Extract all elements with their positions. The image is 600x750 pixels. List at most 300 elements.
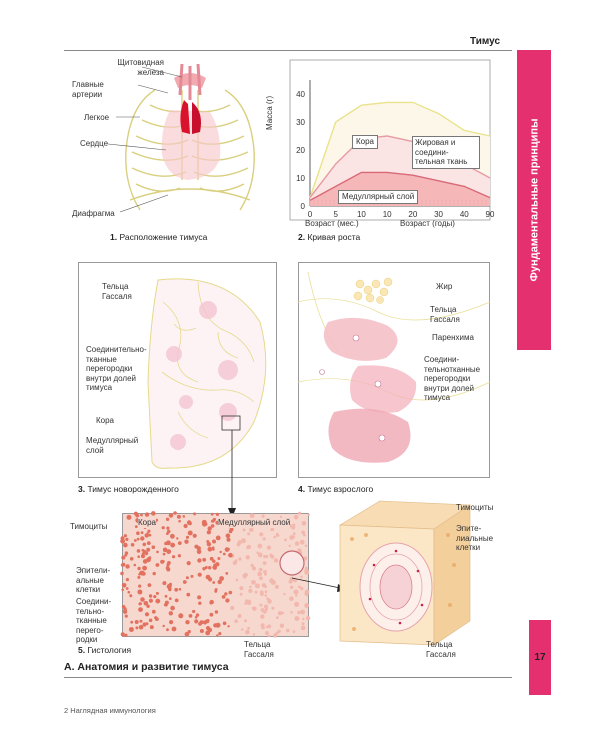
- thymocyte-cell: [137, 555, 140, 558]
- thymocyte-cell: [197, 595, 201, 599]
- thymocyte-cell: [212, 540, 216, 544]
- side-tab-label: Фундаментальные принципы: [528, 118, 541, 282]
- thymocyte-cell: [294, 515, 299, 520]
- thymocyte-cell: [212, 581, 215, 584]
- thymocyte-cell: [146, 605, 149, 608]
- thymocyte-cell: [268, 635, 271, 638]
- thymocyte-cell: [249, 527, 254, 532]
- fig5-label-epithelial: Эпители-альные клетки: [76, 566, 111, 594]
- chart-x-tick: 0: [307, 210, 313, 219]
- thymocyte-cell: [265, 631, 269, 635]
- thymocyte-cell: [169, 513, 174, 518]
- thymocyte-cell: [300, 540, 305, 545]
- thymocyte-cell: [229, 591, 233, 595]
- thymocyte-cell: [306, 616, 310, 620]
- thymocyte-cell: [150, 625, 154, 629]
- thymocyte-cell: [251, 564, 254, 567]
- thymocyte-cell: [295, 594, 297, 596]
- thymocyte-cell: [228, 553, 233, 558]
- thymocyte-cell: [145, 512, 149, 516]
- thymocyte-cell: [138, 585, 141, 588]
- thymocyte-cell: [198, 602, 201, 605]
- thymocyte-cell: [142, 567, 144, 569]
- thymocyte-cell: [124, 534, 127, 537]
- chart-x-tick: 40: [459, 210, 469, 219]
- thymocyte-cell: [173, 511, 177, 515]
- thymocyte-cell: [188, 531, 193, 536]
- thymocyte-cell: [212, 548, 215, 551]
- thymocyte-cell: [162, 526, 165, 529]
- thymocyte-cell: [120, 539, 125, 544]
- thymocyte-cell: [183, 515, 186, 518]
- thymocyte-cell: [142, 549, 145, 552]
- page-number: 17: [534, 652, 546, 663]
- thymocyte-cell: [169, 583, 172, 586]
- fig1-caption: [110, 232, 207, 242]
- fig1-caption-text: Расположение тимуса: [119, 232, 208, 242]
- thymocyte-cell: [145, 533, 149, 537]
- thymocyte-cell: [130, 557, 134, 561]
- thymocyte-cell: [178, 554, 181, 557]
- chart-x-tick: 90: [485, 210, 495, 219]
- thymocyte-cell: [265, 590, 268, 593]
- fig6-label-thymocytes: Тимоциты: [456, 503, 494, 512]
- thymocyte-cell: [216, 634, 218, 636]
- thymocyte-cell: [125, 564, 129, 568]
- thymocyte-cell: [259, 577, 263, 581]
- thymocyte-cell: [217, 557, 220, 560]
- thymocyte-cell: [169, 611, 173, 615]
- thymocyte-cell: [263, 555, 266, 558]
- thymocyte-cell: [211, 524, 215, 528]
- fig4-caption: [298, 484, 373, 494]
- label-thyroid: Щитовидная железа: [117, 58, 164, 77]
- thymocyte-cell: [218, 632, 221, 635]
- thymocyte-cell: [263, 561, 267, 565]
- thymocyte-cell: [302, 521, 307, 526]
- fig3-label-cortex: Кора: [96, 416, 115, 425]
- fig2-caption: [298, 232, 360, 242]
- thymocyte-cell: [242, 574, 247, 579]
- thymocyte-cell: [236, 579, 239, 582]
- fig5-label-cortex: Кора: [138, 518, 157, 527]
- thymocyte-cell: [276, 616, 279, 619]
- thymocyte-cell: [186, 576, 189, 579]
- thymocyte-cell: [162, 581, 166, 585]
- thymocyte-cell: [196, 613, 199, 616]
- thymocyte-cell: [147, 541, 151, 545]
- thymocyte-cell: [163, 625, 165, 627]
- thymocyte-cell: [246, 555, 250, 559]
- thymocyte-cell: [153, 595, 156, 598]
- thymocyte-cell: [165, 595, 168, 598]
- thymocyte-cell: [166, 527, 169, 530]
- thymocyte-cell: [127, 515, 132, 520]
- thymocyte-cell: [297, 611, 300, 614]
- thymocyte-cell: [176, 537, 178, 539]
- chart-x-tick: 5: [333, 210, 338, 219]
- fig5-label-medulla: Медуллярный слой: [218, 518, 291, 527]
- fig5-label-septa: Соедини-тельно-тканные перего-родки: [76, 597, 112, 644]
- fig5-caption-num: 5.: [78, 645, 86, 655]
- chart-y-tick: 0: [300, 202, 305, 211]
- thymocyte-cell: [288, 545, 290, 547]
- thymocyte-cell: [271, 607, 274, 610]
- fig3-label-medulla: Медуллярный слой: [86, 436, 139, 455]
- thymocyte-cell: [172, 555, 175, 558]
- chart-x-tick: 30: [434, 210, 444, 219]
- thymocyte-cell: [134, 539, 137, 542]
- fig6-label-hassall: Тельца Гассаля: [426, 640, 456, 659]
- fig3-caption: [78, 484, 179, 494]
- thymocyte-cell: [135, 626, 138, 629]
- thymocyte-cell: [149, 534, 152, 537]
- thymocyte-cell: [260, 614, 264, 618]
- thymocyte-cell: [137, 590, 142, 595]
- thymocyte-cell: [194, 545, 198, 549]
- thymocyte-cell: [177, 515, 181, 519]
- thymocyte-cell: [156, 563, 160, 567]
- thymocyte-cell: [165, 601, 169, 605]
- thymocyte-cell: [302, 618, 304, 620]
- thymocyte-cell: [304, 569, 306, 571]
- thymocyte-cell: [260, 592, 264, 596]
- thymocyte-cell: [129, 594, 132, 597]
- thymocyte-cell: [264, 585, 267, 588]
- fig5-caption: [78, 645, 131, 655]
- thymocyte-cell: [141, 531, 144, 534]
- thymocyte-cell: [240, 593, 243, 596]
- thymocyte-cell: [156, 592, 159, 595]
- thymocyte-cell: [143, 543, 147, 547]
- thymocyte-cell: [178, 541, 182, 545]
- thymocyte-cell: [202, 558, 206, 562]
- thymocyte-cell: [200, 629, 204, 633]
- thymocyte-cell: [267, 599, 272, 604]
- thymocyte-cell: [137, 567, 140, 570]
- thymocyte-cell: [131, 543, 135, 547]
- thymocyte-cell: [123, 610, 127, 614]
- thymocyte-cell: [185, 620, 189, 624]
- thymocyte-cell: [301, 531, 305, 535]
- thymocyte-cell: [152, 545, 156, 549]
- thymocyte-cell: [275, 585, 279, 589]
- thymocyte-cell: [286, 629, 289, 632]
- thymocyte-cell: [220, 551, 222, 553]
- thymocyte-cell: [245, 600, 249, 604]
- thymocyte-cell: [247, 627, 250, 630]
- thymocyte-cell: [238, 557, 241, 560]
- thymocyte-cell: [137, 576, 140, 579]
- footer-text: 2 Наглядная иммунология: [64, 706, 156, 715]
- thymocyte-cell: [193, 512, 196, 515]
- fig5-label-hassall: Тельца Гассаля: [244, 640, 274, 659]
- thymocyte-cell: [263, 570, 267, 574]
- thymocyte-cell: [215, 588, 218, 591]
- thymocyte-cell: [293, 532, 296, 535]
- thymocyte-cell: [270, 555, 274, 559]
- thymocyte-cell: [189, 522, 192, 525]
- thymocyte-cell: [226, 533, 231, 538]
- thymocyte-cell: [218, 580, 222, 584]
- thymocyte-cell: [206, 540, 209, 543]
- thymocyte-cell: [207, 530, 211, 534]
- thymocyte-cell: [149, 619, 153, 623]
- thymocyte-cell: [151, 511, 156, 516]
- thymocyte-cell: [245, 630, 250, 635]
- thymocyte-cell: [184, 524, 188, 528]
- thymocyte-cell: [126, 578, 129, 581]
- fig1-caption-num: 1.: [110, 232, 118, 242]
- thymocyte-cell: [125, 615, 128, 618]
- page-header-title: Тимус: [470, 36, 501, 47]
- thymocyte-cell: [222, 595, 226, 599]
- thymocyte-cell: [155, 617, 159, 621]
- thymocyte-cell: [146, 548, 150, 552]
- thymocyte-cell: [273, 633, 277, 637]
- thymocyte-cell: [148, 556, 151, 559]
- section-title: А. Анатомия и развитие тимуса: [64, 661, 229, 673]
- thymocyte-cell: [271, 528, 274, 531]
- side-tab-label-wrap: [517, 50, 551, 350]
- thymocyte-cell: [140, 536, 144, 540]
- thymocyte-cell: [172, 627, 177, 632]
- thymocyte-cell: [211, 513, 214, 516]
- thymocyte-cell: [229, 530, 233, 534]
- thymocyte-cell: [166, 549, 171, 554]
- thymocyte-cell: [188, 630, 191, 633]
- thymocyte-cell: [163, 549, 166, 552]
- thymocyte-cell: [290, 611, 293, 614]
- fig4-label-septa: Соедини-тельнотканные перегородки внутри долей тимуса: [424, 355, 481, 402]
- thymocyte-cell: [147, 530, 150, 533]
- thymocyte-cell: [308, 514, 310, 516]
- thymocyte-cell: [166, 518, 169, 521]
- thymocyte-cell: [295, 616, 300, 621]
- thymocyte-cell: [216, 623, 221, 628]
- thymocyte-cell: [122, 583, 127, 588]
- header-rule: [64, 50, 512, 51]
- thymocyte-cell: [291, 525, 295, 529]
- thymocyte-cell: [304, 603, 309, 608]
- thymocyte-cell: [302, 622, 305, 625]
- chart-x-tick: 20: [408, 210, 418, 219]
- thymocyte-cell: [265, 608, 268, 611]
- thymocyte-cell: [227, 548, 230, 551]
- thymocyte-cell: [164, 542, 167, 545]
- fig3-label-septa: Соединительно-тканные перегородки внутри долей тимуса: [86, 345, 147, 392]
- label-heart: Сердце: [80, 139, 109, 148]
- thymocyte-cell: [208, 566, 211, 569]
- thymocyte-cell: [235, 559, 238, 562]
- thymocyte-cell: [134, 512, 138, 516]
- chart-x-tick: 10: [356, 210, 366, 219]
- thymocyte-cell: [149, 594, 152, 597]
- thymocyte-cell: [292, 535, 295, 538]
- thymocyte-cell: [294, 602, 299, 607]
- thymocyte-cell: [284, 539, 287, 542]
- thymocyte-cell: [191, 575, 194, 578]
- thymocyte-cell: [129, 627, 134, 632]
- thymocyte-cell: [197, 558, 201, 562]
- thymocyte-cell: [223, 622, 227, 626]
- thymocyte-cell: [178, 520, 181, 523]
- thymocyte-cell: [167, 530, 171, 534]
- thymocyte-cell: [265, 594, 268, 597]
- thymocyte-cell: [293, 630, 296, 633]
- thymocyte-cell: [247, 545, 251, 549]
- thymocyte-cell: [216, 536, 221, 541]
- thymocyte-cell: [255, 583, 260, 588]
- thymocyte-cell: [212, 560, 215, 563]
- thymocyte-cell: [183, 580, 187, 584]
- thymocyte-cell: [244, 619, 247, 622]
- thymocyte-cell: [210, 613, 214, 617]
- chart-ylabel: Масса (г): [265, 95, 274, 130]
- thymocyte-cell: [227, 538, 231, 542]
- thymocyte-cell: [273, 536, 276, 539]
- thymocyte-cell: [202, 520, 207, 525]
- thymocyte-cell: [267, 546, 271, 550]
- chart-label-medulla: Медуллярный слой: [338, 190, 418, 204]
- thymocyte-cell: [194, 619, 198, 623]
- thymocyte-cell: [289, 596, 294, 601]
- fig2-caption-text: Кривая роста: [307, 232, 361, 242]
- thymocyte-cell: [123, 543, 128, 548]
- thymocyte-cell: [170, 534, 175, 539]
- thymocyte-cell: [274, 558, 278, 562]
- thymocyte-cell: [136, 531, 140, 535]
- label-lung: Легкое: [84, 113, 110, 122]
- thymocyte-cell: [282, 612, 285, 615]
- thymocyte-cell: [146, 622, 149, 625]
- thymocyte-cell: [234, 619, 238, 623]
- thymocyte-cell: [149, 599, 153, 603]
- fig6-label-epithelial: Эпите-лиальные клетки: [456, 524, 494, 552]
- chart-y-tick: 10: [296, 174, 305, 183]
- thymocyte-cell: [156, 551, 159, 554]
- thymocyte-cell: [121, 556, 125, 560]
- chart-xlabel-years: Возраст (годы): [400, 219, 455, 228]
- thymocyte-cell: [252, 607, 256, 611]
- thymocyte-cell: [253, 633, 255, 635]
- thymocyte-cell: [197, 549, 202, 554]
- thymocyte-cell: [163, 553, 166, 556]
- thymocyte-cell: [192, 610, 195, 613]
- thymocyte-cell: [247, 532, 250, 535]
- fig4-label-parenchyma: Паренхима: [432, 333, 474, 342]
- chart-y-tick: 20: [296, 146, 305, 155]
- thymocyte-cell: [169, 597, 172, 600]
- thymocyte-cell: [174, 588, 178, 592]
- fig3-caption-text: Тимус новорожденного: [87, 484, 179, 494]
- chart-label-fat: Жировая и соедини-тельная ткань: [412, 136, 480, 169]
- thymocyte-cell: [128, 591, 131, 594]
- fig1-leader-lines: [70, 55, 270, 235]
- label-diaphragm: Диафрагма: [72, 209, 115, 218]
- thymocyte-cell: [295, 541, 299, 545]
- thymocyte-cell: [257, 572, 262, 577]
- hassall-corpuscle: [280, 551, 304, 575]
- fig3-label-hassall: Тельца Гассаля: [102, 282, 132, 301]
- label-arteries: Главные артерии: [72, 80, 104, 99]
- thymocyte-cell: [135, 620, 139, 624]
- thymocyte-cell: [216, 513, 219, 516]
- thymocyte-cell: [166, 568, 170, 572]
- thymocyte-cell: [277, 534, 280, 537]
- thymocyte-cell: [140, 597, 145, 602]
- fig4-label-hassall: Тельца Гассаля: [430, 305, 460, 324]
- thymocyte-cell: [141, 554, 145, 558]
- thymocyte-cell: [225, 572, 228, 575]
- thymocyte-cell: [178, 613, 183, 618]
- thymocyte-cell: [298, 512, 301, 515]
- thymocyte-cell: [137, 538, 140, 541]
- thymocyte-cell: [140, 514, 143, 517]
- thymocyte-cell: [224, 592, 227, 595]
- thymocyte-cell: [155, 599, 160, 604]
- thymocyte-cell: [230, 606, 234, 610]
- thymocyte-cell: [241, 538, 246, 543]
- fig2-caption-num: 2.: [298, 232, 306, 242]
- thymocyte-cell: [264, 605, 268, 609]
- thymocyte-cell: [266, 626, 269, 629]
- thymocyte-cell: [152, 610, 156, 614]
- thymocyte-cell: [126, 587, 129, 590]
- thymocyte-cell: [186, 593, 190, 597]
- thymocyte-cell: [258, 544, 263, 549]
- thymocyte-cell: [210, 600, 214, 604]
- thymocyte-cell: [208, 629, 211, 632]
- thymocyte-cell: [259, 604, 262, 607]
- thymocyte-cell: [184, 540, 188, 544]
- thymocyte-cell: [198, 573, 202, 577]
- thymocyte-cell: [225, 598, 229, 602]
- chart-xlabel-months: Возраст (мес.): [305, 219, 359, 228]
- thymocyte-cell: [238, 614, 242, 618]
- thymocyte-cell: [256, 552, 258, 554]
- thymocyte-cell: [227, 625, 229, 627]
- thymocyte-cell: [251, 580, 255, 584]
- thymocyte-cell: [223, 553, 226, 556]
- thymocyte-cell: [130, 621, 133, 624]
- thymocyte-cell: [213, 566, 217, 570]
- fig4-caption-num: 4.: [298, 484, 306, 494]
- thymocyte-cell: [179, 588, 182, 591]
- thymocyte-cell: [305, 545, 308, 548]
- thymocyte-cell: [148, 583, 152, 587]
- histology-illustration: [122, 513, 309, 637]
- thymocyte-cell: [142, 572, 146, 576]
- thymocyte-cell: [186, 536, 189, 539]
- thymocyte-cell: [255, 591, 258, 594]
- thymocyte-cell: [139, 620, 142, 623]
- thymocyte-cell: [207, 619, 210, 622]
- thymocyte-cell: [124, 554, 127, 557]
- thymocyte-cell: [241, 628, 244, 631]
- thymocyte-cell: [283, 593, 285, 595]
- thymocyte-cell: [300, 610, 305, 615]
- thymocyte-cell: [189, 614, 193, 618]
- thymocyte-cell: [301, 626, 306, 631]
- thymocyte-cell: [153, 572, 156, 575]
- thymocyte-cell: [193, 534, 197, 538]
- thymocyte-cell: [169, 620, 173, 624]
- fig3-caption-num: 3.: [78, 484, 86, 494]
- thymocyte-cell: [280, 624, 284, 628]
- thymocyte-cell: [208, 547, 213, 552]
- thymocyte-cell: [211, 520, 214, 523]
